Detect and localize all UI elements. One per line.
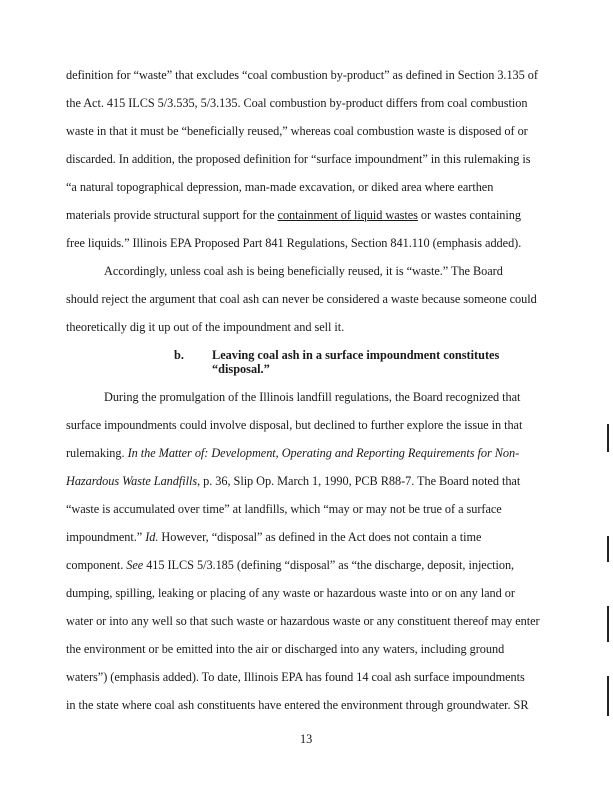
text-line: [66, 96, 527, 110]
page-number: 13: [300, 732, 313, 746]
text-segment: the environment or be emitted into the air or discharged into any waters, including ground: [66, 642, 505, 656]
text-line: [66, 236, 521, 250]
revision-bar: [607, 676, 609, 716]
text-segment: During the promulgation of the Illinois landfill regulations, the Board recognized that: [104, 390, 521, 404]
text-line: [66, 614, 540, 628]
text-segment: “waste is accumulated over time” at landfills, which “may or may not be true of a surface: [66, 502, 502, 516]
text-segment: waters”) (emphasis added). To date, Illinois EPA has found 14 coal ash surface impoundments: [66, 670, 525, 684]
text-segment: rulemaking.: [66, 446, 128, 460]
revision-bar: [607, 536, 609, 562]
text-segment: , p. 36, Slip Op. March 1, 1990, PCB R88-7. The Board noted that: [197, 474, 521, 488]
text-segment: the Act. 415 ILCS 5/3.535, 5/3.135. Coal combustion by-product differs from coal combustion: [66, 96, 528, 110]
text-line: [66, 320, 344, 334]
section-heading-letter: b.: [174, 348, 184, 362]
text-line: [66, 474, 520, 488]
text-segment: materials provide structural support for the: [66, 208, 278, 222]
text-segment: However, “disposal” as defined in the Act does not contain a time: [158, 530, 482, 544]
section-heading-line-1: Leaving coal ash in a surface impoundment constitutes: [212, 348, 500, 362]
text-segment: surface impoundments could involve disposal, but declined to further explore the issue in that: [66, 418, 523, 432]
text-segment: definition for “waste” that excludes “coal combustion by-product” as defined in Section 3.135 of: [66, 68, 538, 82]
text-line: [104, 390, 520, 404]
text-segment: 415 ILCS 5/3.185 (defining “disposal” as “the discharge, deposit, injection,: [143, 558, 515, 572]
text-line: [66, 502, 502, 516]
text-segment: water or into any well so that such waste or hazardous waste or any constituent thereof may enter: [66, 614, 540, 628]
text-segment: Accordingly, unless coal ash is being beneficially reused, it is “waste.” The Board: [104, 264, 503, 278]
text-segment: waste in that it must be “beneficially reused,” whereas coal combustion waste is disposed of or: [66, 124, 528, 138]
section-heading-line-2: “disposal.”: [212, 362, 270, 376]
text-line: [104, 264, 503, 278]
text-line: [66, 208, 521, 222]
text-line: [66, 642, 504, 656]
italic-text: Id.: [145, 530, 159, 544]
text-segment: in the state where coal ash constituents have entered the environment through groundwater. SR: [66, 698, 529, 712]
text-segment: dumping, spilling, leaking or placing of any waste or hazardous waste into or on any land or: [66, 586, 515, 600]
text-line: [66, 558, 514, 572]
underlined-text: containment of liquid wastes: [277, 208, 418, 222]
text-segment: discarded. In addition, the proposed definition for “surface impoundment” in this rulemaking is: [66, 152, 531, 166]
text-line: [66, 180, 493, 194]
text-segment: or wastes containing: [417, 208, 521, 222]
text-line: [66, 586, 515, 600]
text-line: [66, 152, 530, 166]
text-line: [66, 418, 522, 432]
text-segment: “a natural topographical depression, man-made excavation, or diked area where earthen: [66, 180, 494, 194]
text-line: [66, 292, 537, 306]
text-line: [66, 530, 481, 544]
text-line: [66, 446, 519, 460]
text-line: [66, 124, 528, 138]
text-line: [66, 68, 538, 82]
revision-bar: [607, 424, 609, 452]
italic-text: See: [126, 558, 144, 572]
text-segment: impoundment.”: [66, 530, 146, 544]
text-segment: component.: [66, 558, 127, 572]
revision-bar: [607, 606, 609, 642]
text-segment: theoretically dig it up out of the impoundment and sell it.: [66, 320, 345, 334]
text-segment: free liquids.” Illinois EPA Proposed Part 841 Regulations, Section 841.110 (emphasis added).: [66, 236, 522, 250]
text-line: [66, 698, 529, 712]
italic-text: In the Matter of: Development, Operating and Reporting Requirements for Non-: [127, 446, 520, 460]
italic-text: Hazardous Waste Landfills: [66, 474, 198, 488]
text-line: [66, 670, 525, 684]
text-segment: should reject the argument that coal ash can never be considered a waste because someone could: [66, 292, 537, 306]
